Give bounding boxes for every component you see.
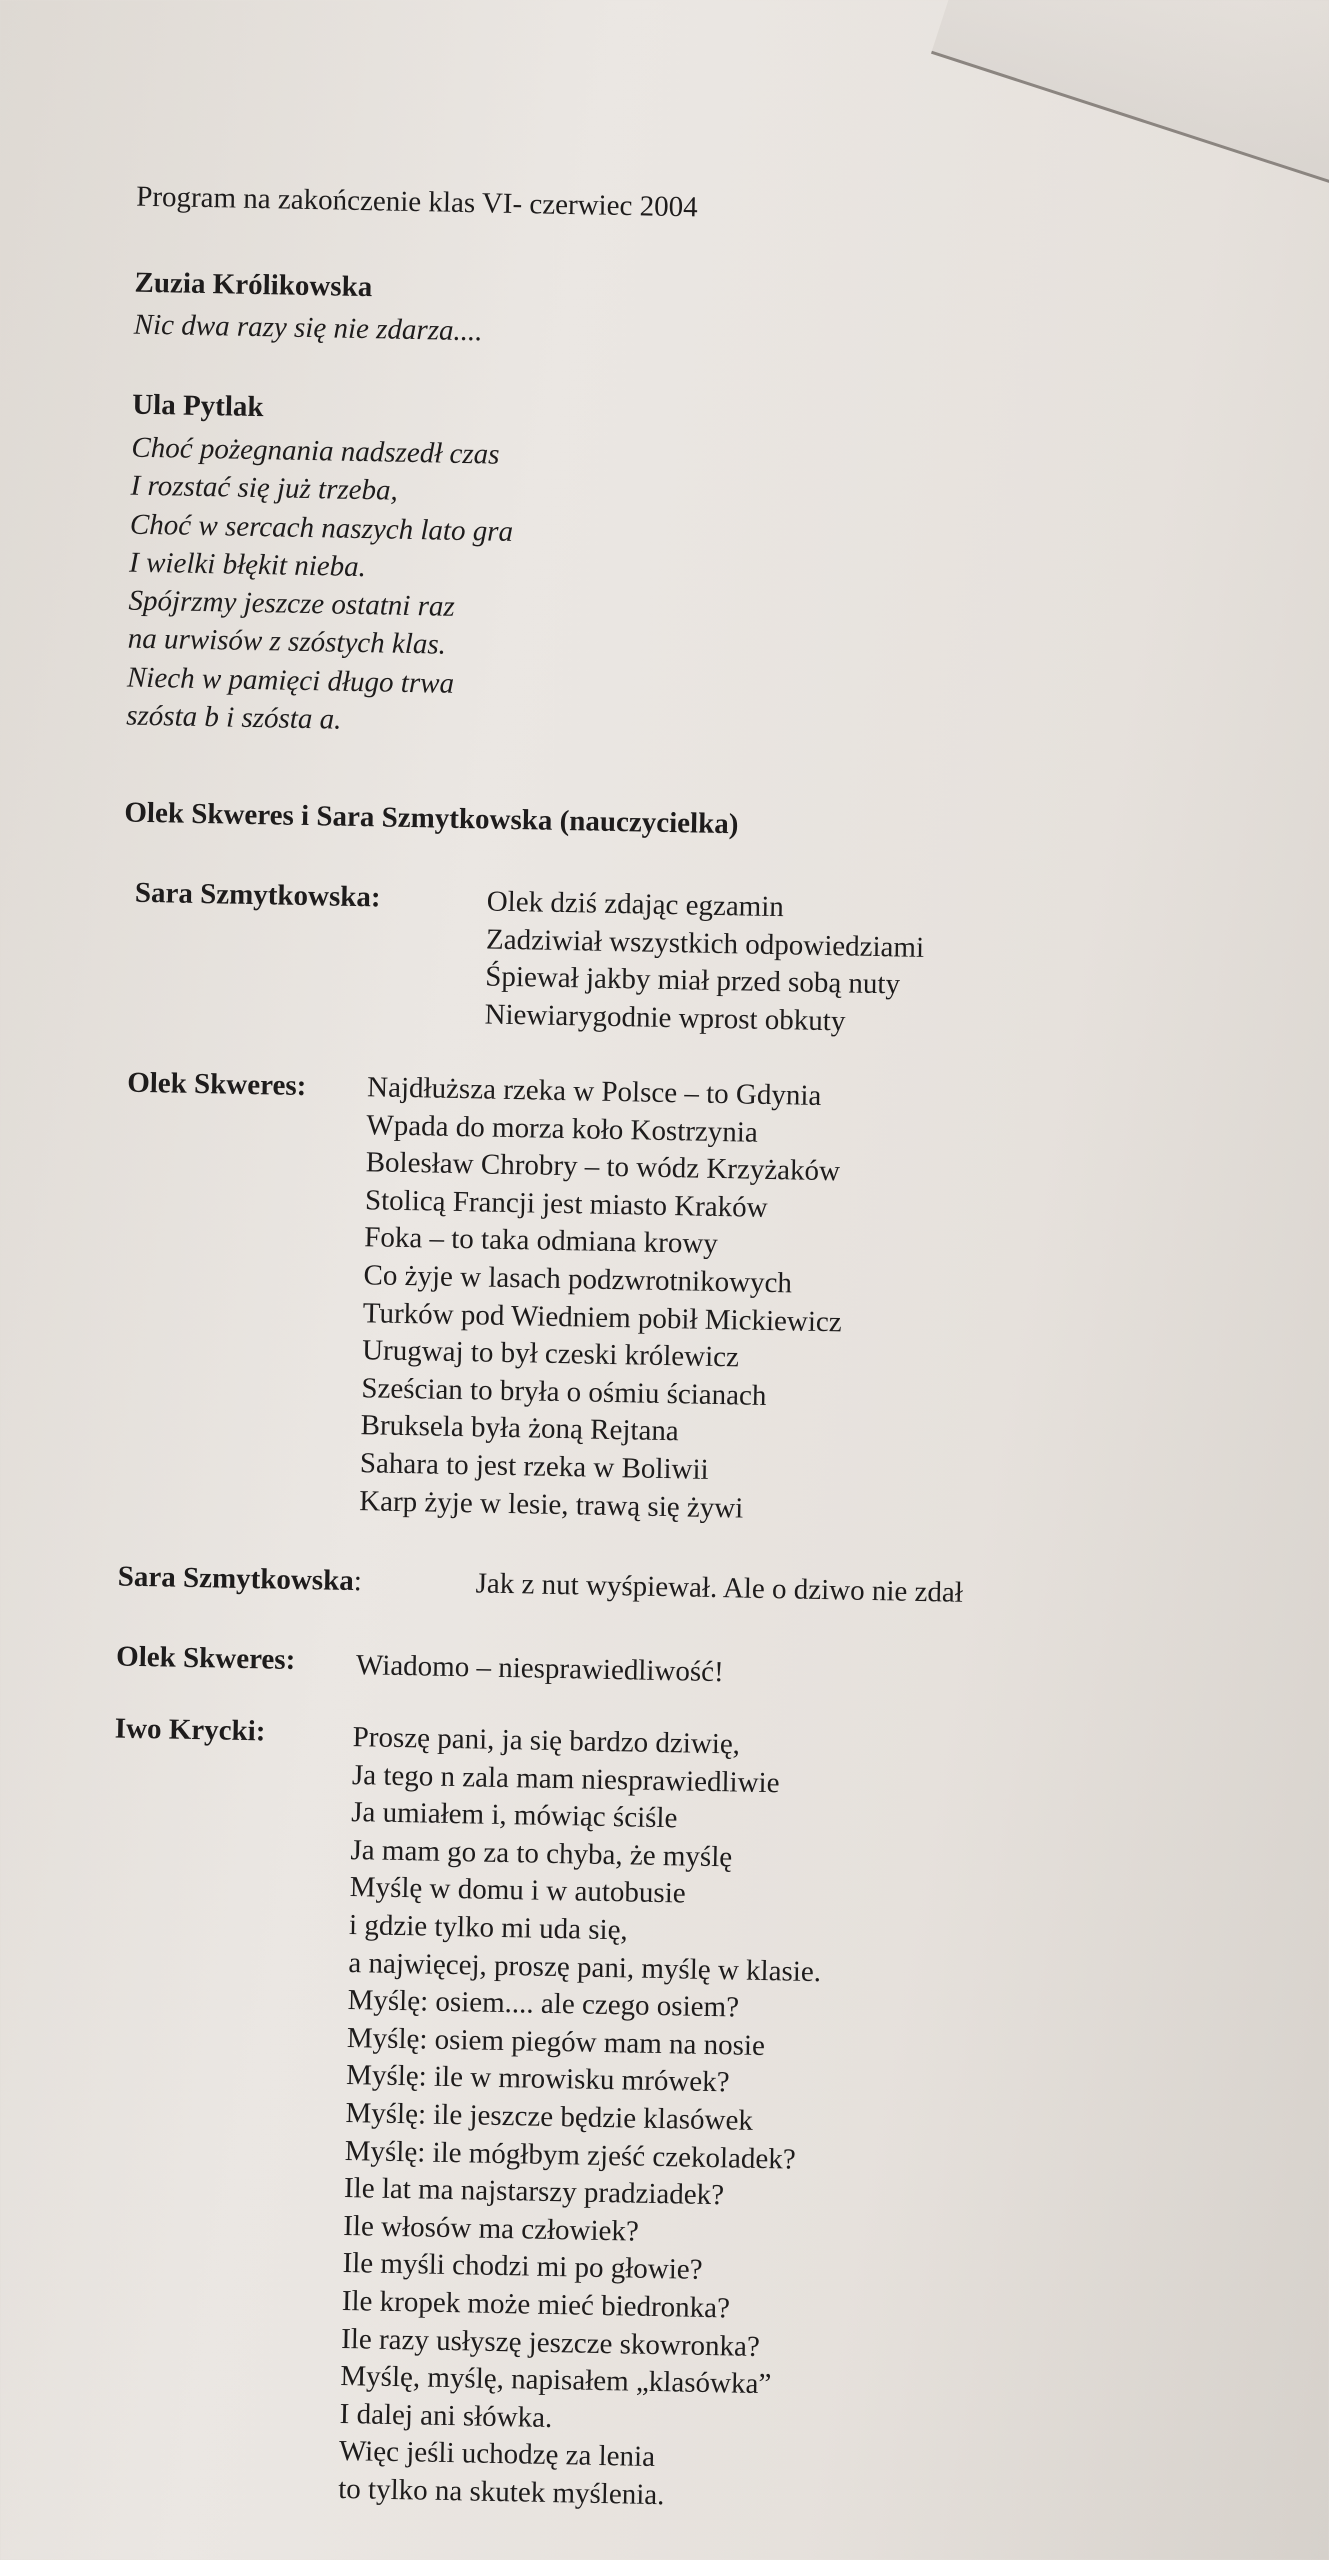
speaker-olek-1: Olek Skweres:: [126, 1066, 307, 1103]
dialog-line: Najdłuższa rzeka w Polsce – to Gdynia: [366, 1071, 822, 1112]
poem-line: Spójrzmy jeszcze ostatni raz: [128, 584, 455, 624]
sara-dialog-2: Jak z nut wyśpiewał. Ale o dziwo nie zdał: [475, 1567, 964, 1609]
poem-line: Choć w sercach naszych lato gra: [129, 508, 514, 548]
dialog-line: Myślę: ile mógłbym zjeść czekoladek?: [344, 2134, 796, 2176]
speaker-iwo: Iwo Krycki:: [114, 1712, 266, 1748]
dialog-line: Zadziwiał wszystkich odpowiedziami: [485, 923, 925, 964]
speaker-zuzia: Zuzia Królikowska: [134, 266, 373, 304]
dialog-line: Karp żyje w lesie, trawą się żywi: [358, 1484, 744, 1525]
ula-poem: [126, 429, 515, 743]
poem-line: I rozstać się już trzeba,: [130, 469, 399, 508]
dialog-line: Niewiarygodnie wprost obkuty: [484, 998, 846, 1038]
dialog-line: Wpada do morza koło Kostrzynia: [366, 1108, 759, 1149]
poem-line: szósta b i szósta a.: [125, 699, 342, 736]
dialog-line: Myślę w domu i w autobusie: [349, 1871, 686, 1910]
dialog-line: Co żyje w lasach podzwrotnikowych: [363, 1259, 793, 1300]
poem-line: Niech w pamięci długo trwa: [126, 661, 455, 700]
dialog-line: Bruksela była żoną Rejtana: [360, 1409, 680, 1448]
speaker-ula: Ula Pytlak: [131, 388, 264, 424]
dialog-line: Foka – to taka odmiana krowy: [364, 1221, 719, 1261]
section-heading-olek-sara: Olek Skweres i Sara Szmytkowska (nauczycielka): [124, 796, 739, 841]
document-title: Program na zakończenie klas VI- czerwiec 2004: [135, 180, 698, 224]
dialog-line: Turków pod Wiedniem pobił Mickiewicz: [362, 1296, 842, 1338]
speaker-sara-2: [117, 1559, 362, 1600]
speaker-sara-2-colon: :: [353, 1565, 363, 1598]
sara-dialog-1: [484, 884, 925, 1043]
dialog-line: Sześcian to bryła o ośmiu ścianach: [361, 1371, 767, 1412]
dialog-line: Więc jeśli uchodzę za lenia: [338, 2435, 656, 2474]
dialog-line: Proszę pani, ja się bardzo dziwię,: [352, 1721, 741, 1761]
dialog-line: Olek dziś zdając egzamin: [486, 885, 785, 924]
dialog-line: i gdzie tylko mi uda się,: [348, 1909, 629, 1947]
speaker-sara-1: Sara Szmytkowska:: [134, 876, 381, 914]
dialog-line: Śpiewał jakby miał przed sobą nuty: [485, 960, 901, 1001]
iwo-dialog: [338, 1719, 826, 2517]
poem-line: na urwisów z szóstych klas.: [127, 623, 447, 662]
dialog-line: Myślę: osiem piegów mam na nosie: [346, 2021, 766, 2062]
dialog-line: Ile razy usłyszę jeszcze skowronka?: [340, 2322, 761, 2363]
dialog-line: Ile kropek może mieć biedronka?: [341, 2284, 731, 2325]
dialog-line: Sahara to jest rzeka w Boliwii: [359, 1447, 709, 1486]
dialog-line: Ile włosów ma człowiek?: [343, 2209, 640, 2248]
olek-dialog-1: [359, 1069, 846, 1529]
speaker-sara-2-name: Sara Szmytkowska: [117, 1560, 355, 1598]
dialog-line: Ja umiałem i, mówiąc ściśle: [350, 1796, 678, 1835]
dialog-line: Ja tego n zala mam niesprawiedliwie: [351, 1758, 780, 1799]
dialog-line: Ile lat ma najstarszy pradziadek?: [343, 2172, 725, 2212]
dialog-line: Myślę: ile jeszcze będzie klasówek: [345, 2096, 754, 2137]
dialog-line: Stolicą Francji jest miasto Kraków: [364, 1184, 768, 1224]
dialog-line: Ja mam go za to chyba, że myślę: [350, 1833, 733, 1874]
dialog-line: Myślę: ile w mrowisku mrówek?: [345, 2059, 730, 2099]
poem-line: Choć pożegnania nadszedł czas: [131, 431, 500, 471]
dialog-line: Bolesław Chrobry – to wódz Krzyżaków: [365, 1146, 841, 1188]
olek-dialog-2: Wiadomo – niesprawiedliwość!: [355, 1649, 725, 1689]
dialog-line: to tylko na skutek myślenia.: [337, 2472, 665, 2512]
dialog-line: Urugwaj to był czeski królewicz: [361, 1334, 740, 1374]
dialog-line: Ile myśli chodzi mi po głowie?: [342, 2247, 703, 2287]
dialog-line: Myślę, myślę, napisałem „klasówka”: [340, 2360, 772, 2401]
dialog-line: Myślę: osiem.... ale czego osiem?: [347, 1984, 740, 2024]
poem-line: I wielki błękit nieba.: [128, 546, 367, 584]
dialog-line: I dalej ani słówka.: [339, 2397, 553, 2434]
zuzia-line: Nic dwa razy się nie zdarza....: [133, 308, 483, 348]
speaker-olek-2: Olek Skweres:: [115, 1640, 296, 1676]
dialog-line: a najwięcej, proszę pani, myślę w klasie.: [348, 1946, 822, 1988]
